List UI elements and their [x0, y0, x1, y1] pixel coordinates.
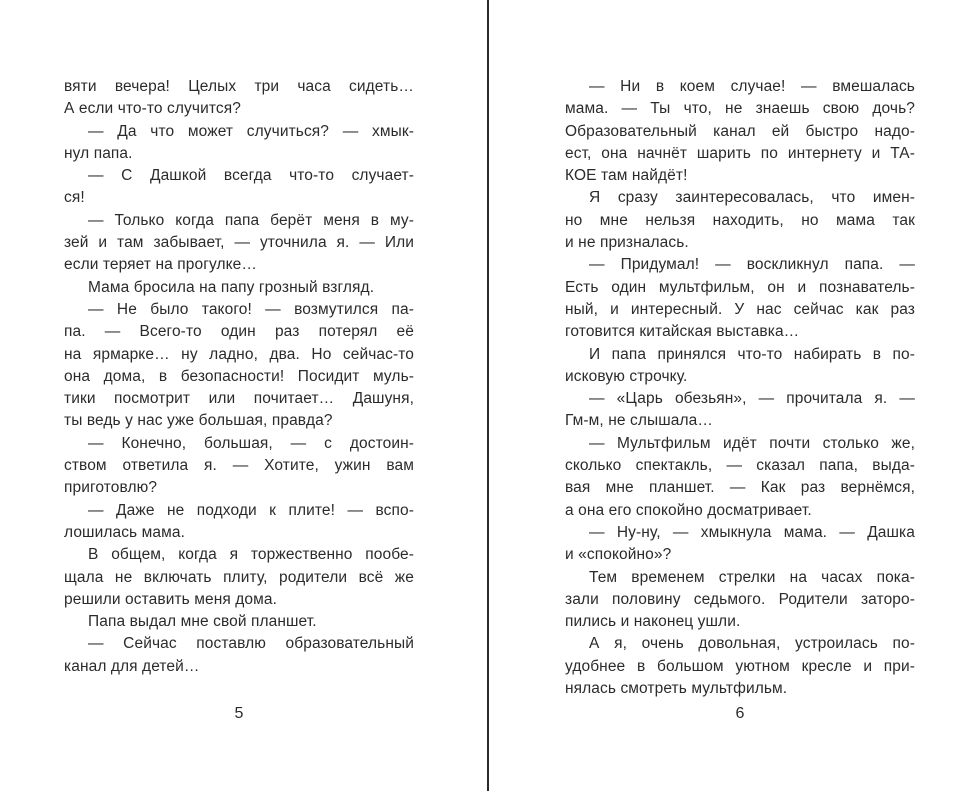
text-line: приготовлю?	[64, 479, 158, 497]
text-line: — Да что может случиться? — хмык-	[88, 122, 414, 140]
text-line: зей и там забывает, — уточнила я. — Или	[64, 234, 414, 252]
text-line: пились и наконец ушли.	[565, 613, 741, 631]
page-divider	[487, 0, 489, 791]
text-line: Образовательный канал ей быстро надо-	[565, 122, 915, 140]
page-number-right: 6	[735, 705, 745, 722]
text-line: ный, и интересный. У нас сейчас как раз	[565, 300, 915, 318]
text-line: зали половину седьмого. Родители заторо-	[565, 590, 915, 608]
text-line: — Ну-ну, — хмыкнула мама. — Дашка	[589, 523, 915, 541]
text-line: она дома, в безопасности! Посидит муль-	[64, 367, 414, 385]
text-line: готовится китайская выставка…	[565, 323, 800, 341]
text-line: Есть один мультфильм, он и познаватель-	[565, 278, 915, 296]
text-line: ся!	[64, 189, 85, 207]
text-line: ством ответила я. — Хотите, ужин вам	[64, 457, 414, 475]
text-line: Тем временем стрелки на часах пока-	[589, 568, 915, 586]
text-line: Гм-м, не слышала…	[565, 412, 713, 430]
text-line: А я, очень довольная, устроилась по-	[589, 635, 915, 653]
text-line: а она его спокойно досматривает.	[565, 501, 812, 519]
text-line: — Сейчас поставлю образовательный	[88, 635, 414, 653]
text-line: решили оставить меня дома.	[64, 590, 278, 608]
text-line: удобнее в большом уютном кресле и при-	[565, 657, 915, 675]
text-line: лошилась мама.	[64, 523, 185, 541]
text-line: нул папа.	[64, 144, 133, 162]
text-line: — С Дашкой всегда что-то случает-	[88, 167, 414, 185]
text-line: ты ведь у нас уже большая, правда?	[64, 412, 333, 430]
text-line: и «спокойно»?	[565, 546, 672, 564]
text-line: и не призналась.	[565, 234, 689, 252]
text-line: па. — Всего-то один раз потерял её	[64, 323, 414, 341]
text-line: — Конечно, большая, — с достоин-	[88, 434, 414, 452]
text-line: — Даже не подходи к плите! — вспо-	[88, 501, 414, 519]
text-line: но мне нельзя находить, но мама так	[565, 211, 915, 229]
page-number-left: 5	[234, 705, 244, 722]
text-line: мама. — Ты что, не знаешь свою дочь?	[565, 100, 915, 118]
text-line: нялась смотреть мультфильм.	[565, 680, 788, 698]
text-line: Мама бросила на папу грозный взгляд.	[88, 278, 375, 296]
text-line: — Мультфильм идёт почти столько же,	[589, 434, 915, 452]
text-line: канал для детей…	[64, 657, 200, 675]
text-line: А если что-то случится?	[64, 100, 241, 118]
text-line: В общем, когда я торжественно пообе-	[88, 546, 414, 564]
text-line: — «Царь обезьян», — прочитала я. —	[589, 390, 915, 408]
text-line: щала не включать плиту, родители всё же	[64, 568, 414, 586]
text-line: — Придумал! — воскликнул папа. —	[589, 256, 915, 274]
text-line: вая мне планшет. — Как раз вернёмся,	[565, 479, 915, 497]
text-line: Я сразу заинтересовалась, что имен-	[589, 189, 915, 207]
text-line: вяти вечера! Целых три часа сидеть…	[64, 78, 414, 95]
text-line: сколько спектакль, — сказал папа, выда-	[565, 457, 915, 475]
left-page-text	[64, 76, 414, 678]
text-line: — Ни в коем случае! — вмешалась	[589, 78, 915, 95]
text-line: — Только когда папа берёт меня в му-	[88, 211, 414, 229]
right-page-text	[565, 76, 915, 700]
text-line: И папа принялся что-то набирать в по-	[589, 345, 915, 363]
text-line: — Не было такого! — возмутился па-	[88, 300, 414, 318]
text-line: тики посмотрит или почитает… Дашуня,	[64, 390, 414, 408]
text-line: КОЕ там найдёт!	[565, 167, 688, 185]
text-line: исковую строчку.	[565, 367, 688, 385]
text-line: если теряет на прогулке…	[64, 256, 257, 274]
text-line: Папа выдал мне свой планшет.	[88, 613, 317, 631]
text-line: на ярмарке… ну ладно, два. Но сейчас-то	[64, 345, 414, 363]
text-line: ест, она начнёт шарить по интернету и ТА-	[565, 144, 915, 162]
